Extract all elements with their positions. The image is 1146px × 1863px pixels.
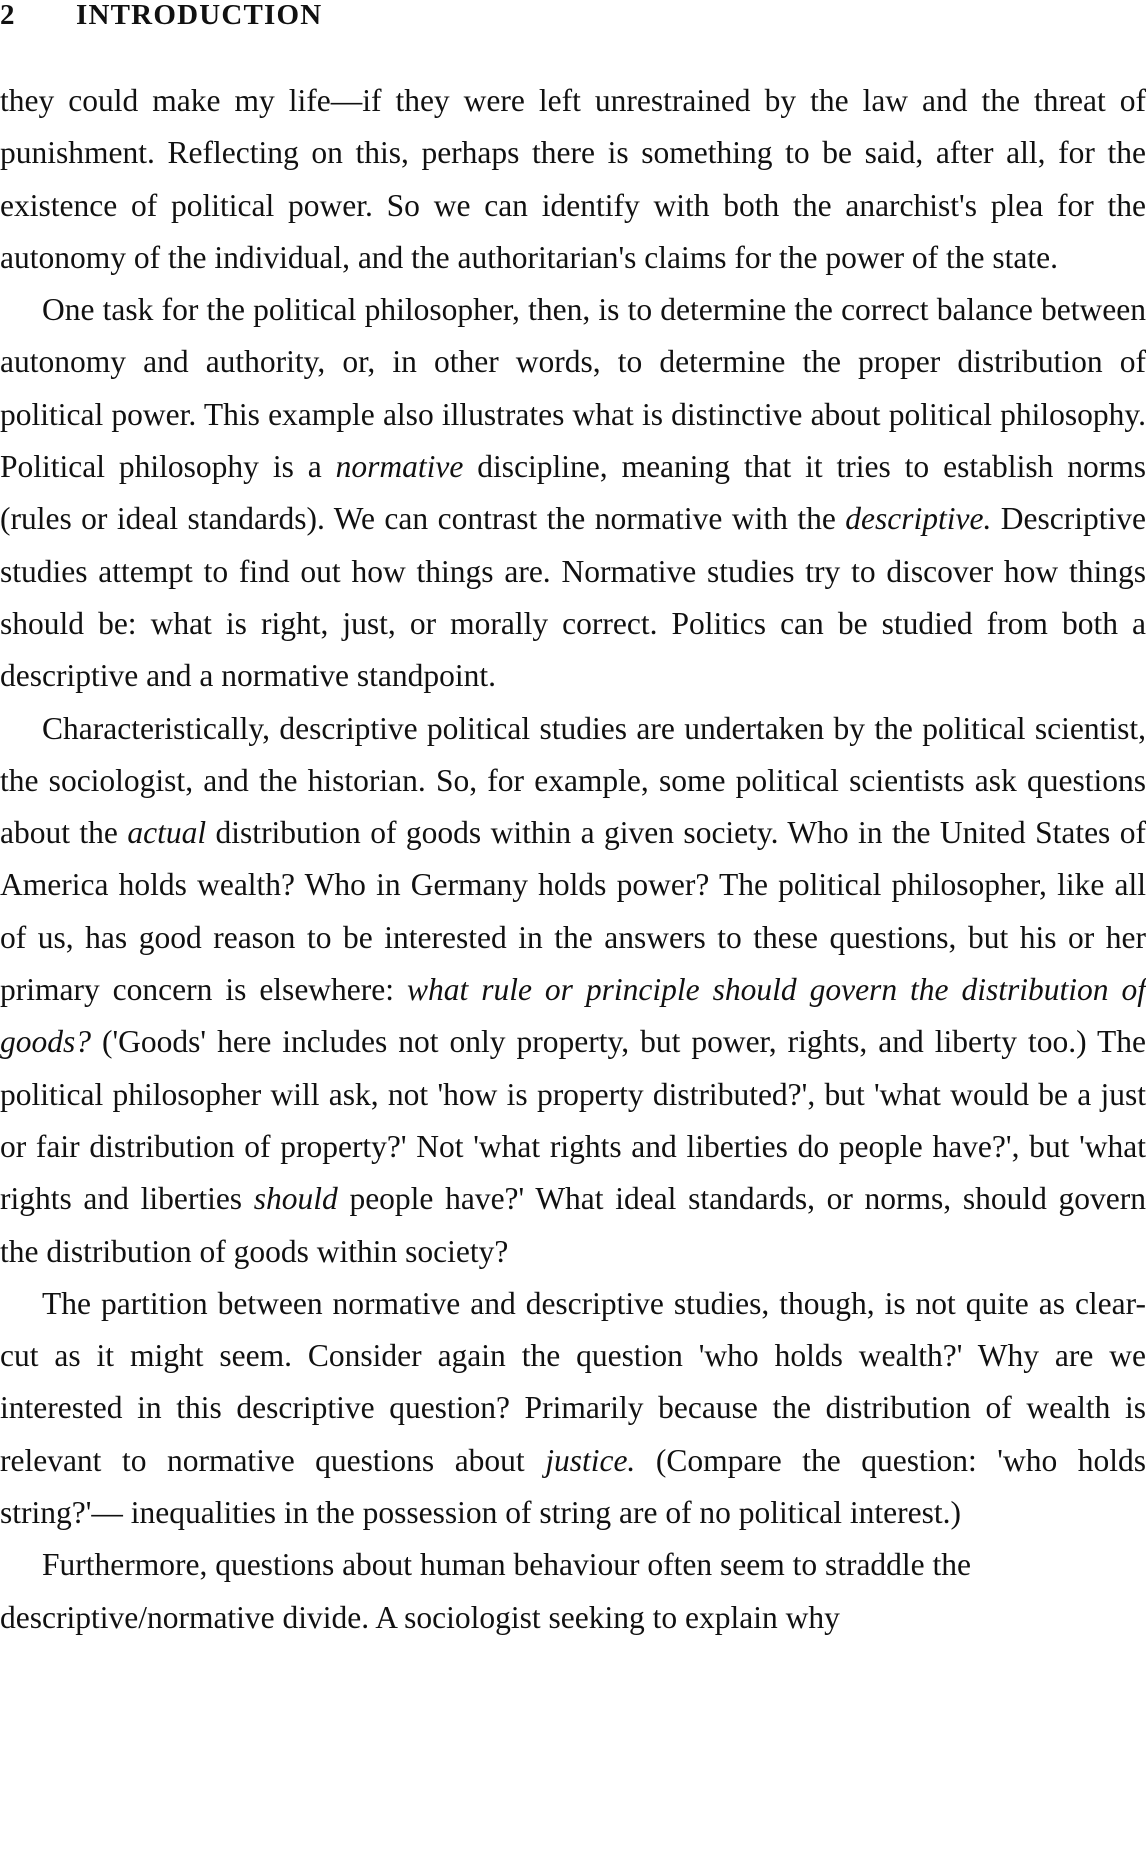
text-run: ('Goods' here includes not only property, but power, rights, and liberty too.) The political philosopher will ask, not 'how is property distributed?', but 'what would be a just or fair distribution of property?' Not 'what rights and liberties do people have?', but 'what rights and liberties <box>0 1024 1146 1217</box>
paragraph-4 <box>0 1278 1146 1539</box>
italic-question: what rule or principle should govern the distribution of goods? <box>0 972 1146 1060</box>
page-number: 2 <box>0 0 16 31</box>
paragraph-5 <box>0 1539 1146 1644</box>
text-run: they could make my life—if they were left unrestrained by the law and the threat of punishment. Reflecting on this, perhaps there is something to be said, after all, for the existence of political power. So we can identify with both the anarchist's plea for the autonomy of the individual, and the authoritarian's claims for the power of the state. <box>0 83 1146 275</box>
text-run: people have?' What ideal standards, or norms, should govern the distribution of goods within society? <box>0 1181 1146 1269</box>
italic-term: normative <box>335 449 464 485</box>
text-run: distribution of goods within a given society. Who in the United States of America holds wealth? Who in Germany holds power? The political philosopher, like all of us, has good reason to be interested in the answers to these questions, but his or her primary concern is elsewhere: <box>0 815 1146 1008</box>
body-text <box>0 75 1146 1644</box>
running-head <box>0 0 322 32</box>
text-run: Characteristically, descriptive political studies are undertaken by the political scientist, the sociologist, and the historian. So, for example, some political scientists ask questions about the <box>0 710 1146 851</box>
text-run: Furthermore, questions about human behaviour often seem to straddle the descriptive/normative divide. A sociologist seeking to explain why <box>0 1547 972 1635</box>
text-run: The partition between normative and descriptive studies, though, is not quite as clear-cut as it might seem. Consider again the question 'who holds wealth?' Why are we interested in this descriptive question? Primarily because the distribution of wealth is relevant to normative questions about <box>0 1285 1146 1478</box>
italic-term: actual <box>127 815 207 851</box>
chapter-title: INTRODUCTION <box>76 0 323 31</box>
italic-term: descriptive. <box>845 501 992 537</box>
paragraph-2 <box>0 284 1146 702</box>
italic-term: justice. <box>545 1442 636 1478</box>
paragraph-3 <box>0 703 1146 1278</box>
text-run: discipline, meaning that it tries to establish norms (rules or ideal standards). We can contrast the normative with the <box>0 449 1146 537</box>
text-run: (Compare the question: 'who holds string?'— inequalities in the possession of string are of no political interest.) <box>0 1442 1146 1531</box>
text-run: One task for the political philosopher, then, is to determine the correct balance between autonomy and authority, or, in other words, to determine the proper distribution of political power. This example also illustrates what is distinctive about political philosophy. Political philosophy is a <box>0 292 1146 485</box>
text-run: Descriptive studies attempt to find out how things are. Normative studies try to discover how things should be: what is right, just, or morally correct. Politics can be studied from both a descriptive and a normative standpoint. <box>0 501 1146 694</box>
italic-term: should <box>253 1181 338 1217</box>
paragraph-1 <box>0 75 1146 284</box>
